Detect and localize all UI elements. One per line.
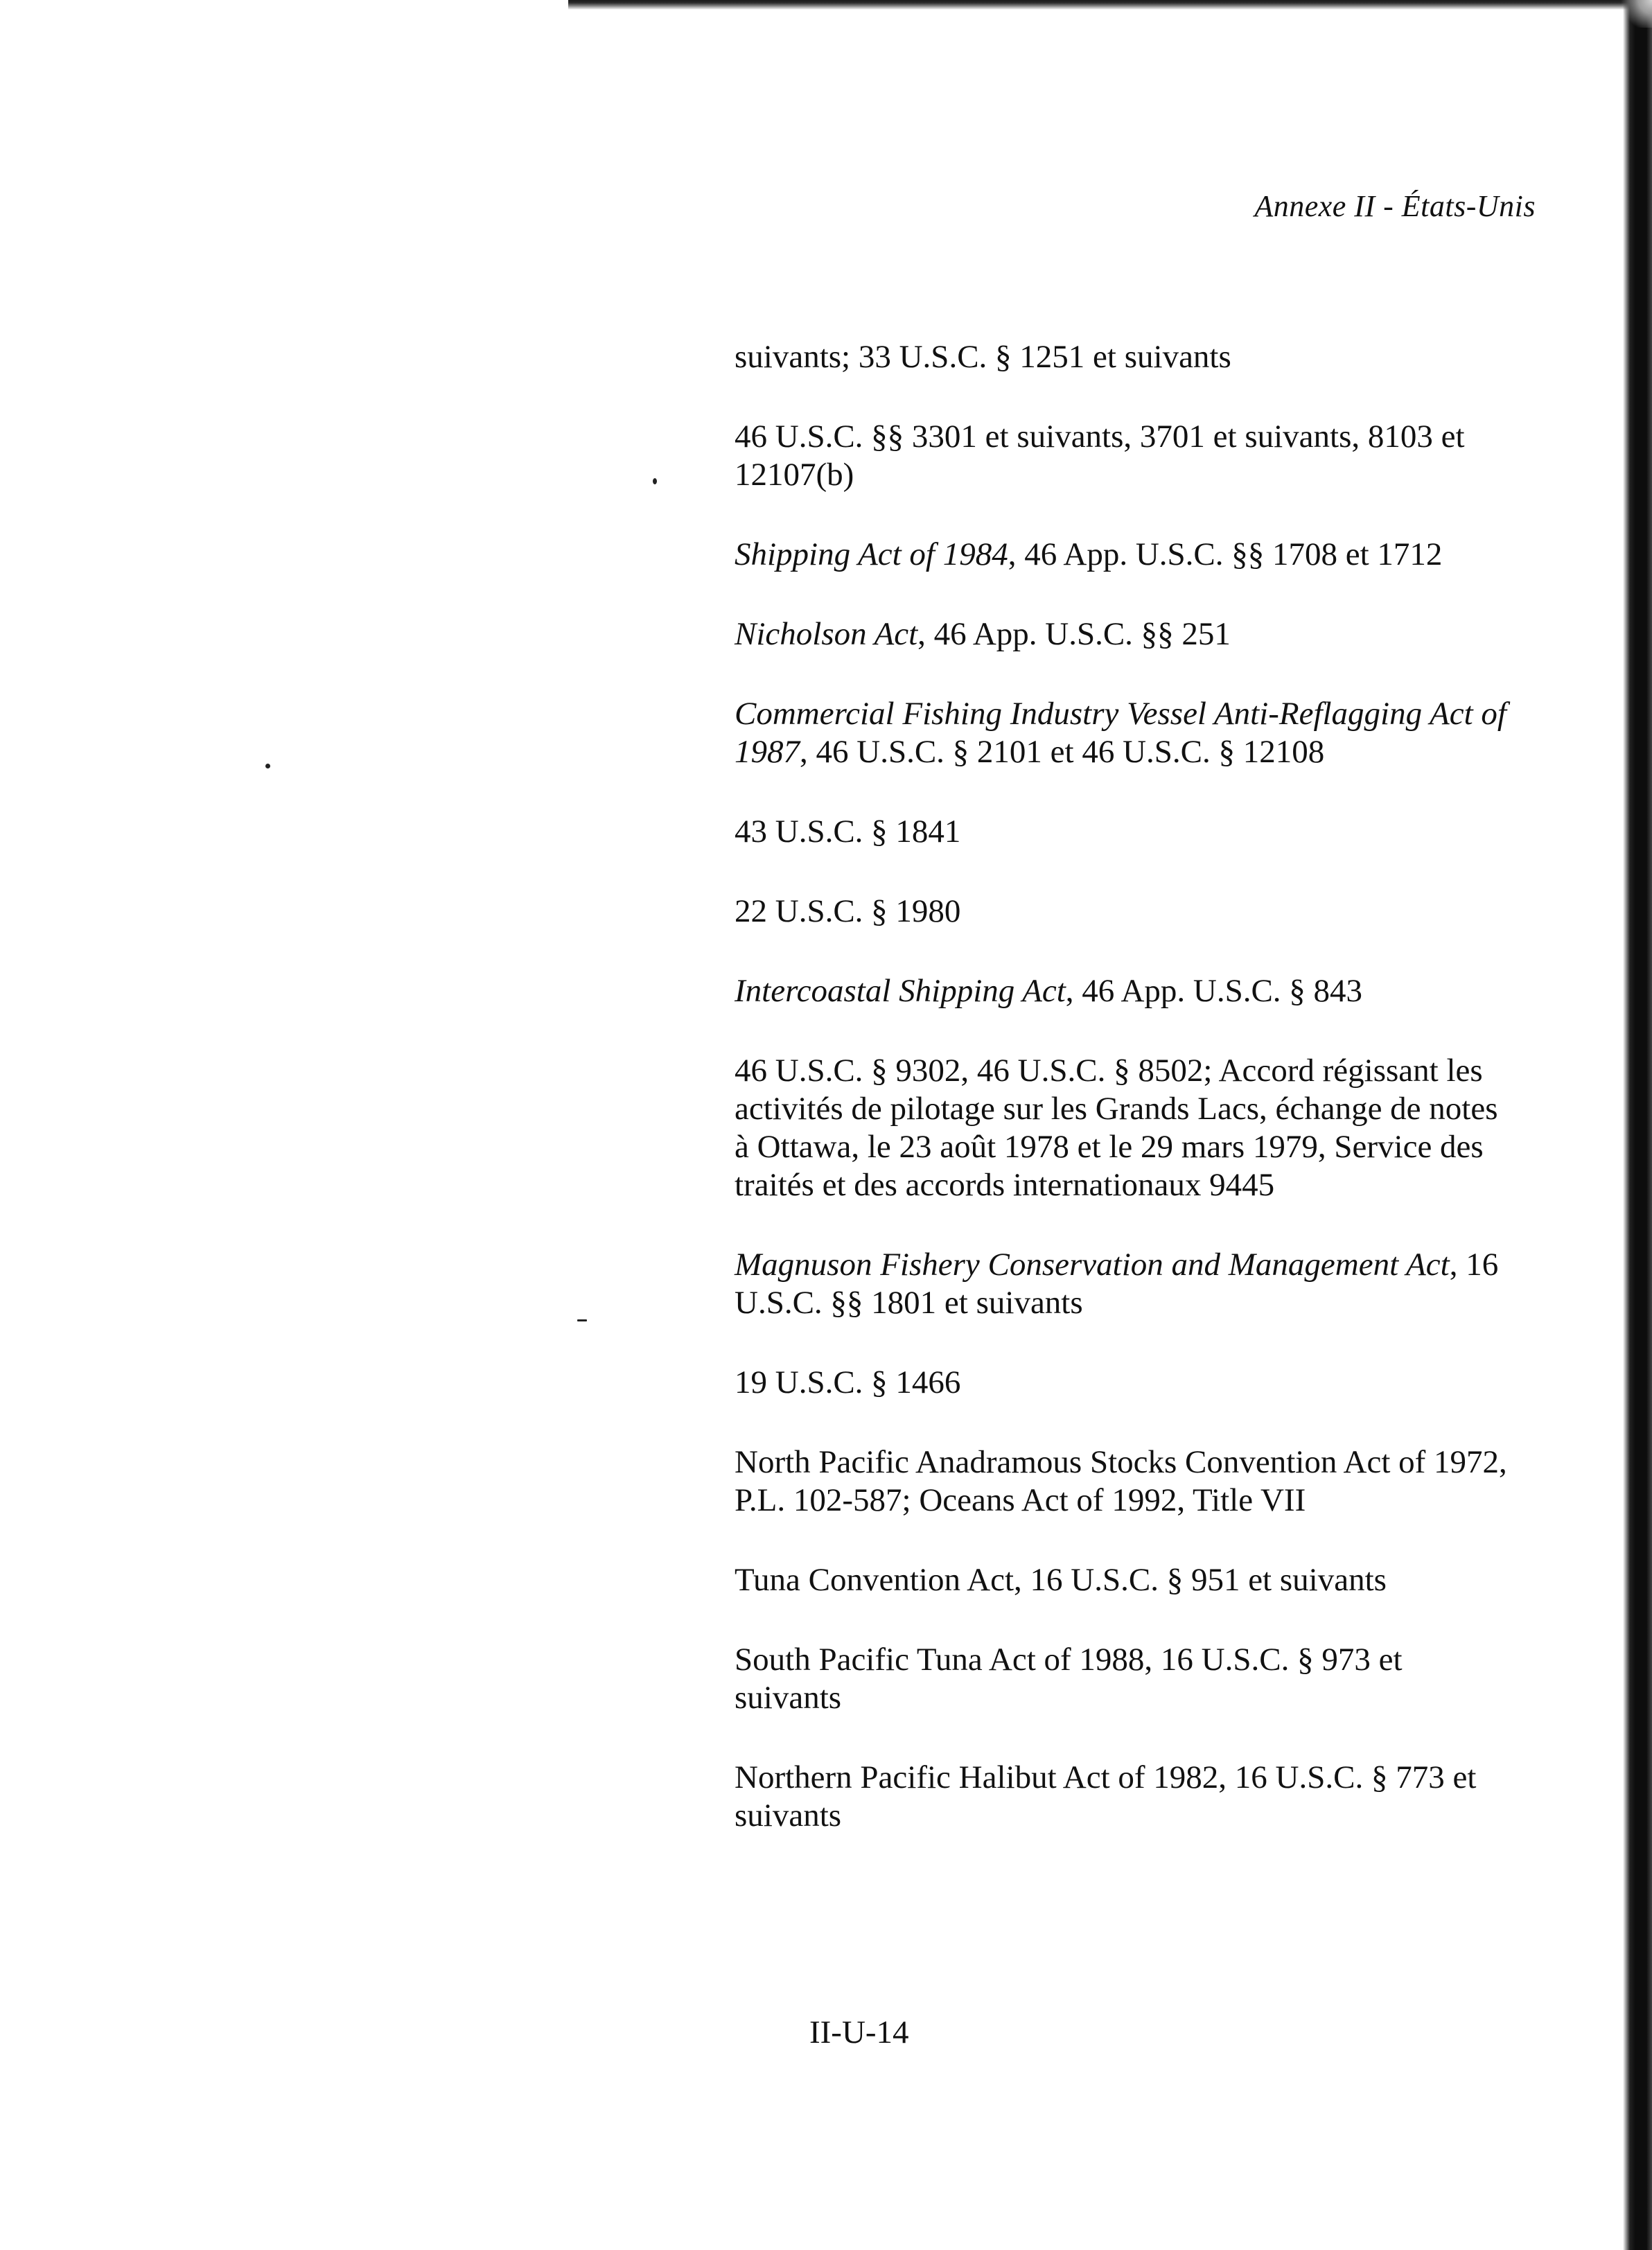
list-item xyxy=(735,1561,1511,1599)
provisions-list xyxy=(735,338,1511,1877)
list-item xyxy=(735,418,1511,494)
list-item xyxy=(735,338,1511,376)
list-item xyxy=(735,1641,1511,1717)
list-item xyxy=(735,536,1511,574)
list-item xyxy=(735,695,1511,771)
page-number: II-U-14 xyxy=(809,2014,909,2050)
list-item xyxy=(735,1246,1511,1322)
citation-text: , 46 U.S.C. § 2101 et 46 U.S.C. § 12108 xyxy=(800,734,1325,770)
act-title: Nicholson Act xyxy=(735,616,918,652)
act-title: Magnuson Fishery Conservation and Management Act xyxy=(735,1247,1450,1283)
citation-text: 46 U.S.C. § 9302, 46 U.S.C. § 8502; Accord régissant les activités de pilotage sur les Grands Lacs, échange de notes à Ottawa, le 23 août 1978 et le 29 mars 1979, Service des traités et des accords internationaux 9445 xyxy=(735,1053,1498,1203)
citation-text: 19 U.S.C. § 1466 xyxy=(735,1364,961,1400)
act-title: Intercoastal Shipping Act xyxy=(735,973,1066,1009)
list-item xyxy=(735,893,1511,931)
scan-top-edge xyxy=(568,0,1652,10)
scan-speck xyxy=(265,764,270,768)
scan-corner-shadow xyxy=(1597,0,1652,28)
list-item xyxy=(735,813,1511,851)
citation-text: Northern Pacific Halibut Act of 1982, 16 U.S.C. § 773 et suivants xyxy=(735,1759,1477,1834)
citation-text: Tuna Convention Act, 16 U.S.C. § 951 et suivants xyxy=(735,1562,1387,1598)
citation-text: , 16 U.S.C. §§ 1801 et suivants xyxy=(735,1247,1499,1321)
scan-right-edge xyxy=(1623,0,1652,2250)
citation-text: 46 U.S.C. §§ 3301 et suivants, 3701 et suivants, 8103 et 12107(b) xyxy=(735,419,1465,493)
list-item xyxy=(735,972,1511,1010)
citation-text: , 46 App. U.S.C. §§ 251 xyxy=(917,616,1231,652)
citation-text: 43 U.S.C. § 1841 xyxy=(735,814,961,850)
citation-text: South Pacific Tuna Act of 1988, 16 U.S.C. § 973 et suivants xyxy=(735,1642,1403,1716)
citation-text: North Pacific Anadramous Stocks Convention Act of 1972, P.L. 102-587; Oceans Act of 1992, Title VII xyxy=(735,1444,1507,1518)
list-item xyxy=(735,1052,1511,1204)
list-item xyxy=(735,1364,1511,1402)
scan-speck xyxy=(653,478,657,484)
act-title: Shipping Act of 1984 xyxy=(735,536,1008,572)
citation-text: 22 U.S.C. § 1980 xyxy=(735,893,961,929)
citation-text: , 46 App. U.S.C. §§ 1708 et 1712 xyxy=(1008,536,1443,572)
citation-text: , 46 App. U.S.C. § 843 xyxy=(1065,973,1363,1009)
list-item xyxy=(735,1759,1511,1835)
list-item xyxy=(735,615,1511,653)
list-item xyxy=(735,1443,1511,1520)
running-header: Annexe II - États-Unis xyxy=(1254,189,1536,223)
scan-speck xyxy=(577,1319,587,1321)
citation-text: suivants; 33 U.S.C. § 1251 et suivants xyxy=(735,339,1231,375)
act-title: Commercial Fishing Industry Vessel Anti-Reflagging Act of 1987 xyxy=(735,696,1506,770)
